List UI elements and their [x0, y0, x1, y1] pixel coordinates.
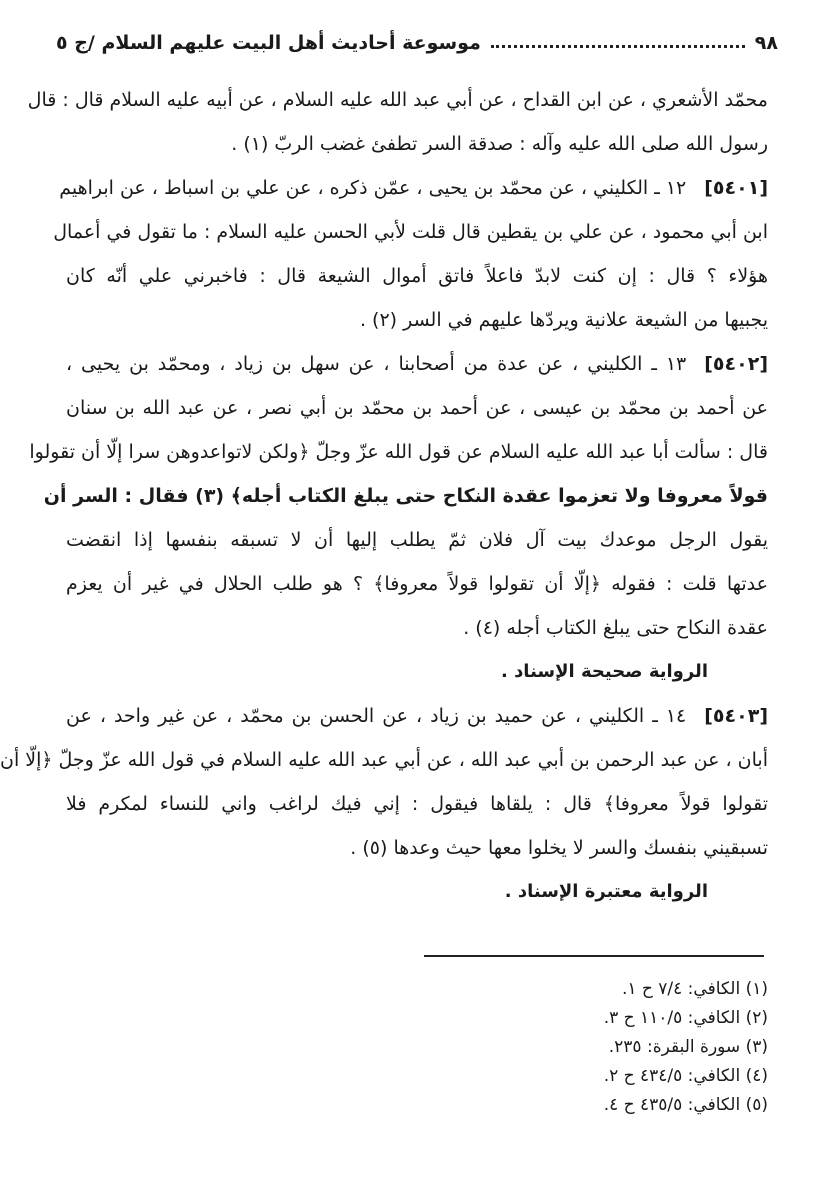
- header-leader-dots: [491, 45, 745, 48]
- page-number: ٩٨: [754, 32, 778, 54]
- book-title: موسوعة أحاديث أهل البيت عليهم السلام /ج ٥: [56, 32, 481, 54]
- chain-verdict: الرواية صحيحة الإسناد .: [500, 661, 708, 682]
- text-line: ابن أبي محمود ، عن علي بن يقطين قال قلت لأبي الحسن عليه السلام : ما تقول في أعمال: [53, 221, 768, 243]
- footnote-2: (٢) الكافي: ١١٠/٥ ح ٣.: [603, 1008, 768, 1028]
- hadith-5403: [0, 694, 768, 914]
- hadith-5402: [29, 342, 768, 694]
- text-line: محمّد الأشعري ، عن ابن القداح ، عن أبي عبد الله عليه السلام ، عن أبيه عليه السلام قال : قال: [27, 89, 768, 111]
- chain-verdict: الرواية معتبرة الإسناد .: [504, 881, 708, 902]
- main-text: [0, 78, 768, 914]
- text-line: عدتها قلت : فقوله ﴿إلّا أن تقولوا قولاً معروفا﴾ ؟ هو طلب الحلال في غير أن يعزم: [66, 573, 768, 595]
- text-line: ١٤ ـ الكليني ، عن حميد بن زياد ، عن الحسن بن محمّد ، عن غير واحد ، عن: [66, 705, 687, 727]
- text-line: قال : سألت أبا عبد الله عليه السلام عن قول الله عزّ وجلّ ﴿ولكن لاتواعدوهن سرا إلّا أن تقولوا: [29, 441, 768, 463]
- hadith-number: [٥٤٠٣]: [704, 705, 768, 727]
- hadith-number: [٥٤٠١]: [704, 177, 768, 199]
- text-line: ١٢ ـ الكليني ، عن محمّد بن يحيى ، عمّن ذكره ، عن علي بن اسباط ، عن ابراهيم: [59, 177, 687, 199]
- footnote-1: (١) الكافي: ٧/٤ ح ١.: [621, 979, 768, 999]
- footnote-5: (٥) الكافي: ٤٣٥/٥ ح ٤.: [603, 1095, 768, 1115]
- text-line: يقول الرجل موعدك بيت آل فلان ثمّ يطلب إليها أن لا تسبقه بنفسها إذا انقضت: [66, 529, 768, 551]
- text-line: ١٣ ـ الكليني ، عن عدة من أصحابنا ، عن سهل بن زياد ، ومحمّد بن يحيى ،: [66, 353, 687, 375]
- footnote-separator: [424, 955, 764, 957]
- text-line: قولاً معروفا ولا تعزموا عقدة النكاح حتى يبلغ الكتاب أجله﴾ (٣) فقال : السر أن: [43, 485, 768, 507]
- text-line: رسول الله صلى الله عليه وآله : صدقة السر تطفئ غضب الربّ (١) .: [231, 133, 768, 155]
- paragraph-continuation: [27, 78, 768, 166]
- text-line: تسبقيني بنفسك والسر لا يخلوا معها حيث وعدها (٥) .: [350, 837, 768, 859]
- running-header: [56, 26, 778, 60]
- hadith-5401: [53, 166, 768, 342]
- text-line: عقدة النكاح حتى يبلغ الكتاب أجله (٤) .: [463, 617, 768, 639]
- footnotes: [348, 975, 768, 1120]
- hadith-number: [٥٤٠٢]: [704, 353, 768, 375]
- text-line: تقولوا قولاً معروفا﴾ قال : يلقاها فيقول : إني فيك لراغب واني للنساء لمكرم فلا: [66, 793, 768, 815]
- footnote-4: (٤) الكافي: ٤٣٤/٥ ح ٢.: [603, 1066, 768, 1086]
- footnote-3: (٣) سورة البقرة: ٢٣٥.: [608, 1037, 768, 1057]
- text-line: هؤلاء ؟ قال : إن كنت لابدّ فاعلاً فاتق أموال الشيعة قال : فاخبرني علي أنّه كان: [66, 265, 768, 287]
- text-line: يجبيها من الشيعة علانية ويردّها عليهم في السر (٢) .: [359, 309, 768, 331]
- text-line: عن أحمد بن محمّد بن عيسى ، عن أحمد بن محمّد بن أبي نصر ، عن عبد الله بن سنان: [66, 397, 768, 419]
- text-line: أبان ، عن عبد الرحمن بن أبي عبد الله ، عن أبي عبد الله عليه السلام في قول الله عزّ وجلّ ﴿إلّا أن: [0, 749, 768, 771]
